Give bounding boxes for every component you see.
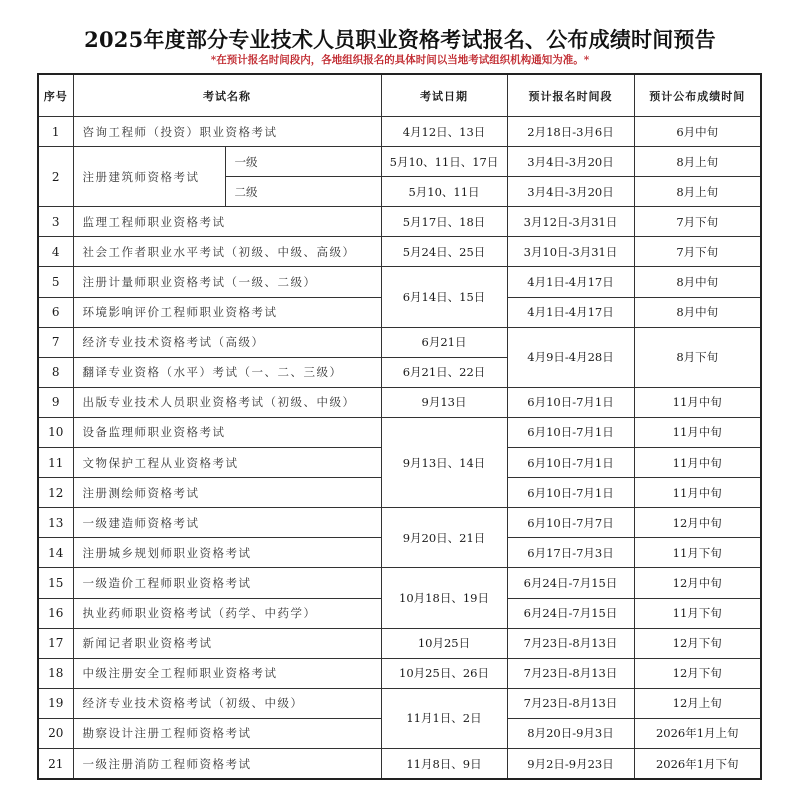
cell-exam-name: 环境影响评价工程师职业资格考试	[73, 297, 381, 327]
cell-exam-name: 出版专业技术人员职业资格考试（初级、中级）	[73, 387, 381, 417]
header-registration-period: 预计报名时间段	[507, 74, 634, 117]
cell-exam-name: 监理工程师职业资格考试	[73, 207, 381, 237]
cell-exam-name: 注册计量师职业资格考试（一级、二级）	[73, 267, 381, 297]
cell-seq: 6	[38, 297, 73, 327]
table-row	[38, 387, 761, 417]
cell-exam-name: 经济专业技术资格考试（初级、中级）	[73, 688, 381, 718]
header-result-time: 预计公布成绩时间	[634, 74, 761, 117]
header-seq: 序号	[38, 74, 73, 117]
cell-exam-date: 5月10、11日、17日	[381, 147, 507, 177]
cell-seq: 8	[38, 357, 73, 387]
cell-exam-name: 中级注册安全工程师职业资格考试	[73, 658, 381, 688]
cell-exam-name: 新闻记者职业资格考试	[73, 628, 381, 658]
cell-registration: 3月4日-3月20日	[507, 177, 634, 207]
header-exam-date: 考试日期	[381, 74, 507, 117]
cell-result: 12月下旬	[634, 628, 761, 658]
cell-result: 11月中旬	[634, 417, 761, 447]
cell-seq: 7	[38, 327, 73, 357]
cell-exam-name: 文物保护工程从业资格考试	[73, 448, 381, 478]
cell-exam-name: 一级造价工程师职业资格考试	[73, 568, 381, 598]
cell-exam-name: 一级注册消防工程师资格考试	[73, 748, 381, 779]
cell-seq: 1	[38, 117, 73, 147]
cell-result: 12月下旬	[634, 658, 761, 688]
cell-registration: 6月10日-7月7日	[507, 508, 634, 538]
header-exam-name: 考试名称	[73, 74, 381, 117]
cell-exam-date: 6月21日	[381, 327, 507, 357]
cell-registration: 8月20日-9月3日	[507, 718, 634, 748]
cell-registration: 6月10日-7月1日	[507, 387, 634, 417]
cell-seq: 4	[38, 237, 73, 267]
cell-seq: 19	[38, 688, 73, 718]
cell-exam-name: 注册测绘师资格考试	[73, 478, 381, 508]
cell-exam-name: 翻译专业资格（水平）考试（一、二、三级）	[73, 357, 381, 387]
cell-result: 12月中旬	[634, 508, 761, 538]
cell-exam-date: 5月24日、25日	[381, 237, 507, 267]
cell-seq: 18	[38, 658, 73, 688]
cell-result: 8月上旬	[634, 177, 761, 207]
cell-exam-name: 一级建造师资格考试	[73, 508, 381, 538]
cell-exam-date: 6月21日、22日	[381, 357, 507, 387]
cell-registration: 4月1日-4月17日	[507, 297, 634, 327]
table-row	[38, 117, 761, 147]
cell-result: 12月中旬	[634, 568, 761, 598]
cell-registration: 7月23日-8月13日	[507, 658, 634, 688]
cell-seq: 9	[38, 387, 73, 417]
table-row	[38, 267, 761, 297]
cell-seq: 17	[38, 628, 73, 658]
cell-exam-date: 11月8日、9日	[381, 748, 507, 779]
cell-exam-date: 4月12日、13日	[381, 117, 507, 147]
cell-exam-name: 咨询工程师（投资）职业资格考试	[73, 117, 381, 147]
cell-result: 8月中旬	[634, 297, 761, 327]
table-row	[38, 688, 761, 718]
cell-result: 6月中旬	[634, 117, 761, 147]
cell-exam-name: 经济专业技术资格考试（高级）	[73, 327, 381, 357]
cell-seq: 21	[38, 748, 73, 779]
cell-registration: 6月10日-7月1日	[507, 417, 634, 447]
cell-seq: 14	[38, 538, 73, 568]
table-row	[38, 147, 761, 177]
table-row	[38, 568, 761, 598]
cell-registration: 6月10日-7月1日	[507, 478, 634, 508]
cell-exam-name: 注册建筑师资格考试	[73, 147, 225, 207]
table-row	[38, 237, 761, 267]
cell-result: 7月下旬	[634, 237, 761, 267]
cell-registration: 6月17日-7月3日	[507, 538, 634, 568]
table-header-row	[38, 74, 761, 117]
table-row	[38, 508, 761, 538]
cell-seq: 16	[38, 598, 73, 628]
cell-seq: 20	[38, 718, 73, 748]
cell-result: 8月中旬	[634, 267, 761, 297]
cell-result: 2026年1月上旬	[634, 718, 761, 748]
cell-registration: 9月2日-9月23日	[507, 748, 634, 779]
cell-registration: 6月10日-7月1日	[507, 448, 634, 478]
table-row	[38, 628, 761, 658]
cell-seq: 3	[38, 207, 73, 237]
cell-registration: 4月9日-4月28日	[507, 327, 634, 387]
cell-exam-level: 二级	[225, 177, 381, 207]
cell-exam-date: 6月14日、15日	[381, 267, 507, 327]
cell-result: 11月中旬	[634, 478, 761, 508]
table-row	[38, 417, 761, 447]
cell-exam-date: 10月25日、26日	[381, 658, 507, 688]
table-row	[38, 327, 761, 357]
table-row	[38, 207, 761, 237]
cell-result: 8月上旬	[634, 147, 761, 177]
table-row	[38, 748, 761, 779]
cell-seq: 12	[38, 478, 73, 508]
cell-registration: 3月10日-3月31日	[507, 237, 634, 267]
cell-exam-level: 一级	[225, 147, 381, 177]
cell-result: 11月中旬	[634, 448, 761, 478]
cell-registration: 4月1日-4月17日	[507, 267, 634, 297]
cell-seq: 5	[38, 267, 73, 297]
cell-exam-name: 社会工作者职业水平考试（初级、中级、高级）	[73, 237, 381, 267]
cell-seq: 15	[38, 568, 73, 598]
cell-registration: 3月4日-3月20日	[507, 147, 634, 177]
cell-result: 2026年1月下旬	[634, 748, 761, 779]
cell-result: 7月下旬	[634, 207, 761, 237]
cell-exam-name: 设备监理师职业资格考试	[73, 417, 381, 447]
cell-result: 8月下旬	[634, 327, 761, 387]
cell-exam-date: 10月18日、19日	[381, 568, 507, 628]
page-title: 2025年度部分专业技术人员职业资格考试报名、公布成绩时间预告	[84, 27, 716, 52]
cell-registration: 6月24日-7月15日	[507, 598, 634, 628]
cell-registration: 7月23日-8月13日	[507, 688, 634, 718]
cell-exam-date: 5月10、11日	[381, 177, 507, 207]
cell-registration: 2月18日-3月6日	[507, 117, 634, 147]
cell-registration: 7月23日-8月13日	[507, 628, 634, 658]
cell-exam-name: 注册城乡规划师职业资格考试	[73, 538, 381, 568]
cell-result: 12月上旬	[634, 688, 761, 718]
cell-seq: 13	[38, 508, 73, 538]
exam-schedule-table	[37, 73, 762, 780]
cell-result: 11月下旬	[634, 598, 761, 628]
cell-exam-name: 勘察设计注册工程师资格考试	[73, 718, 381, 748]
cell-registration: 3月12日-3月31日	[507, 207, 634, 237]
cell-exam-date: 9月13日、14日	[381, 417, 507, 507]
notice-subtitle: *在预计报名时间段内，各地组织报名的具体时间以当地考试组织机构通知为准。*	[210, 54, 590, 66]
cell-exam-date: 10月25日	[381, 628, 507, 658]
cell-exam-date: 11月1日、2日	[381, 688, 507, 748]
cell-exam-name: 执业药师职业资格考试（药学、中药学）	[73, 598, 381, 628]
cell-seq: 10	[38, 417, 73, 447]
cell-exam-date: 5月17日、18日	[381, 207, 507, 237]
cell-registration: 6月24日-7月15日	[507, 568, 634, 598]
cell-seq: 2	[38, 147, 73, 207]
table-row	[38, 658, 761, 688]
cell-seq: 11	[38, 448, 73, 478]
cell-exam-date: 9月13日	[381, 387, 507, 417]
cell-result: 11月中旬	[634, 387, 761, 417]
cell-result: 11月下旬	[634, 538, 761, 568]
cell-exam-date: 9月20日、21日	[381, 508, 507, 568]
